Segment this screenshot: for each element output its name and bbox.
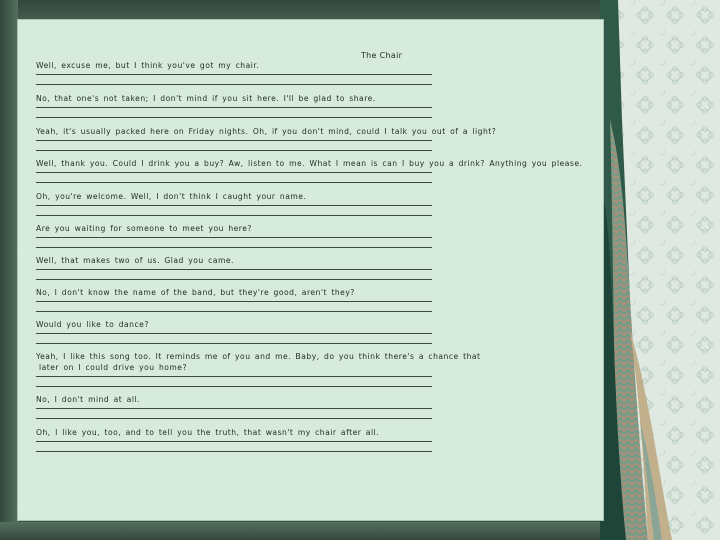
dialogue-line: Yeah, it's usually packed here on Friday nights. Oh, if you don't mind, could I talk you out of a light? <box>36 127 497 136</box>
writing-line <box>36 441 432 442</box>
dialogue-entry-10 <box>36 352 481 387</box>
writing-line <box>36 107 432 108</box>
dialogue-line: Are you waiting for someone to meet you here? <box>36 224 252 233</box>
writing-line <box>36 117 432 118</box>
dialogue-line: Oh, I like you, too, and to tell you the truth, that wasn't my chair after all. <box>36 428 380 437</box>
dialogue-line-continued: later on I could drive you home? <box>39 362 188 372</box>
dialogue-line: Well, thank you. Could I drink you a buy? Aw, listen to me. What I mean is can I buy you a drink? Anything you please. <box>36 159 583 168</box>
writing-line <box>36 182 432 183</box>
writing-line <box>36 74 432 75</box>
dialogue-entry-11 <box>36 395 432 419</box>
writing-line <box>36 301 432 302</box>
dialogue-entry-7 <box>36 256 432 280</box>
dialogue-line: Oh, you're welcome. Well, I don't think I caught your name. <box>36 192 307 201</box>
decorative-side-panel <box>600 0 720 540</box>
writing-line <box>36 205 432 206</box>
dialogue-entry-8 <box>36 288 432 312</box>
writing-line <box>36 172 432 173</box>
dialogue-line: No, I don't know the name of the band, but they're good, aren't they? <box>36 288 355 297</box>
writing-line <box>36 215 432 216</box>
dialogue-line: No, that one's not taken; I don't mind if you sit here. I'll be glad to share. <box>36 94 376 103</box>
writing-line <box>36 269 432 270</box>
writing-line <box>36 84 432 85</box>
writing-line <box>36 451 432 452</box>
dialogue-line: Yeah, I like this song too. It reminds me of you and me. Baby, do you think there's a chance that <box>36 352 481 361</box>
dialogue-entry-9 <box>36 320 432 344</box>
dialogue-line: No, I don't mind at all. <box>36 395 140 404</box>
writing-line <box>36 237 432 238</box>
dialogue-line: Would you like to dance? <box>36 320 149 329</box>
writing-line <box>36 311 432 312</box>
writing-line <box>36 247 432 248</box>
writing-line <box>36 418 432 419</box>
writing-line <box>36 408 432 409</box>
dialogue-entry-6 <box>36 224 432 248</box>
document-title: The Chair <box>361 51 403 60</box>
dialogue-entry-5 <box>36 192 432 216</box>
dialogue-entry-2 <box>36 94 432 118</box>
dialogue-entry-3 <box>36 127 497 151</box>
writing-line <box>36 386 432 387</box>
dialogue-line: Well, excuse me, but I think you've got my chair. <box>36 61 260 70</box>
dialogue-entry-4 <box>36 159 583 183</box>
frame-left-border <box>0 0 18 540</box>
writing-line <box>36 376 432 377</box>
dialogue-entry-1 <box>36 61 432 85</box>
writing-line <box>36 333 432 334</box>
writing-line <box>36 150 432 151</box>
writing-line <box>36 279 432 280</box>
dialogue-entry-12 <box>36 428 432 452</box>
writing-line <box>36 140 432 141</box>
writing-line <box>36 343 432 344</box>
dialogue-line: Well, that makes two of us. Glad you came. <box>36 256 234 265</box>
